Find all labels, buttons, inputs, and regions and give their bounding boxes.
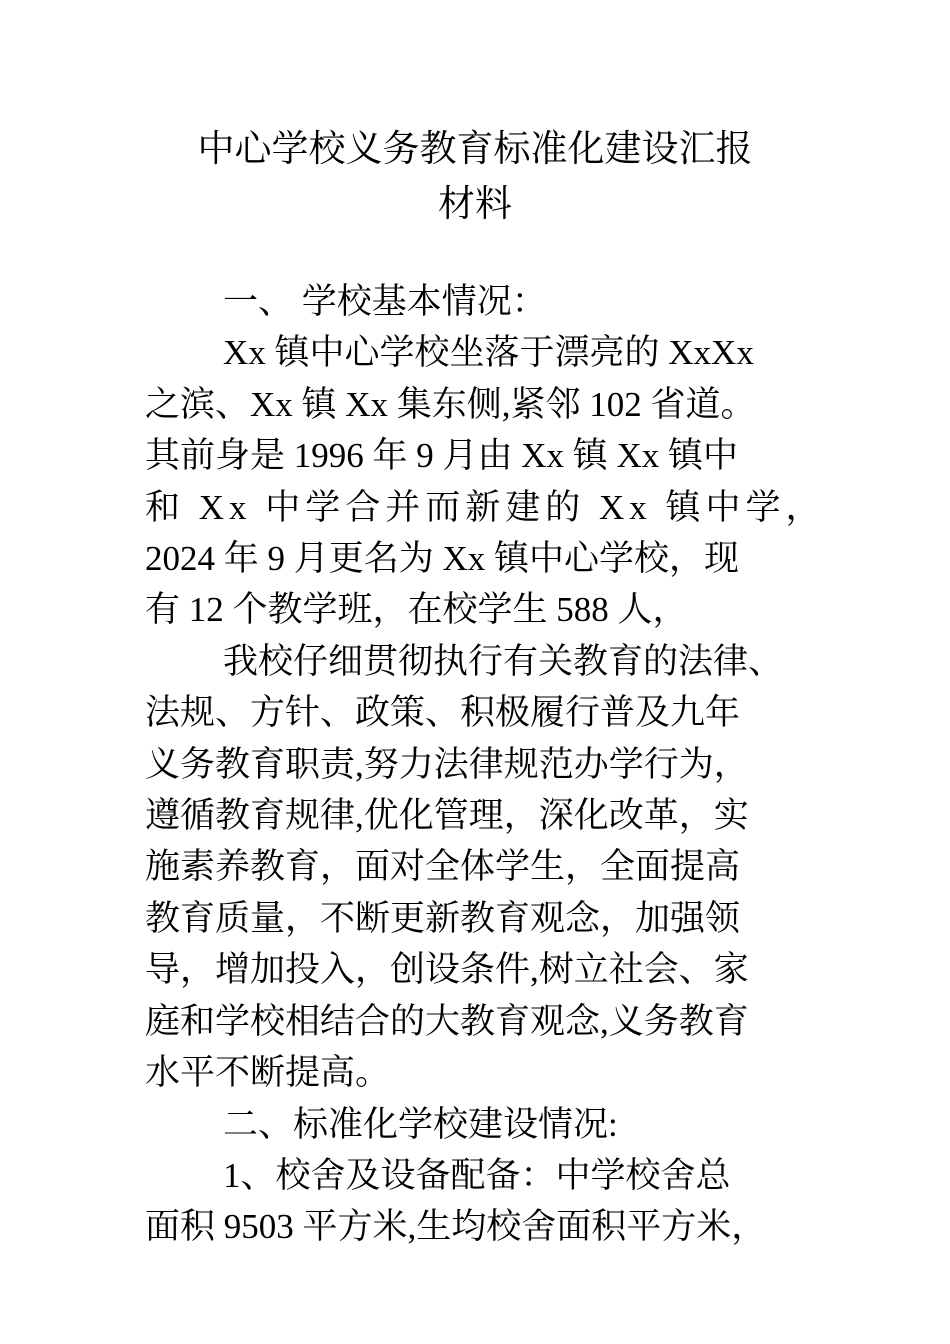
document-body xyxy=(145,276,826,1253)
text-line: 水平不断提高。 xyxy=(145,1053,391,1093)
text-line: 二、标准化学校建设情况: xyxy=(223,1104,618,1144)
text-line: 庭和学校相结合的大教育观念,义务教育 xyxy=(145,1001,749,1041)
text-line: 1、校舍及设备配备：中学校舍总 xyxy=(223,1155,731,1195)
section-heading-basic-info xyxy=(145,276,810,327)
paragraph-education-policy xyxy=(145,636,810,1099)
text-line: 一、 学校基本情况： xyxy=(223,282,547,321)
text-line: 面积 9503 平方米,生均校舍面积平方米， xyxy=(145,1207,767,1247)
document-title xyxy=(130,122,820,232)
text-line: 遵循教育规律,优化管理，深化改革，实 xyxy=(145,796,749,836)
text-line: 教育质量，不断更新教育观念，加强领 xyxy=(145,898,741,938)
text-line: 导，增加投入，创设条件,树立社会、家 xyxy=(145,950,749,990)
text-line: 我校仔细贯彻执行有关教育的法律、 xyxy=(223,641,784,681)
text-line: 和 Xx 中学合并而新建的 Xx 镇中学， xyxy=(145,487,826,527)
paragraph-school-overview xyxy=(145,327,826,635)
title-line-2: 材料 xyxy=(438,184,512,225)
paragraph-facilities xyxy=(145,1150,810,1253)
text-line: 有 12 个教学班，在校学生 588 人， xyxy=(145,590,688,630)
text-line: 施素养教育，面对全体学生，全面提高 xyxy=(145,847,741,887)
section-heading-standardization xyxy=(145,1099,810,1150)
title-line-1: 中心学校义务教育标准化建设汇报 xyxy=(197,129,753,170)
text-line: Xx 镇中心学校坐落于漂亮的 XxXx xyxy=(223,333,754,373)
text-line: 2024 年 9 月更名为 Xx 镇中心学校，现 xyxy=(145,539,740,579)
text-line: 义务教育职责,努力法律规范办学行为， xyxy=(145,744,749,784)
text-line: 法规、方针、政策、积极履行普及九年 xyxy=(145,693,741,733)
text-line: 其前身是 1996 年 9 月由 Xx 镇 Xx 镇中 xyxy=(145,436,739,476)
text-line: 之滨、Xx 镇 Xx 集东侧,紧邻 102 省道。 xyxy=(145,384,756,424)
